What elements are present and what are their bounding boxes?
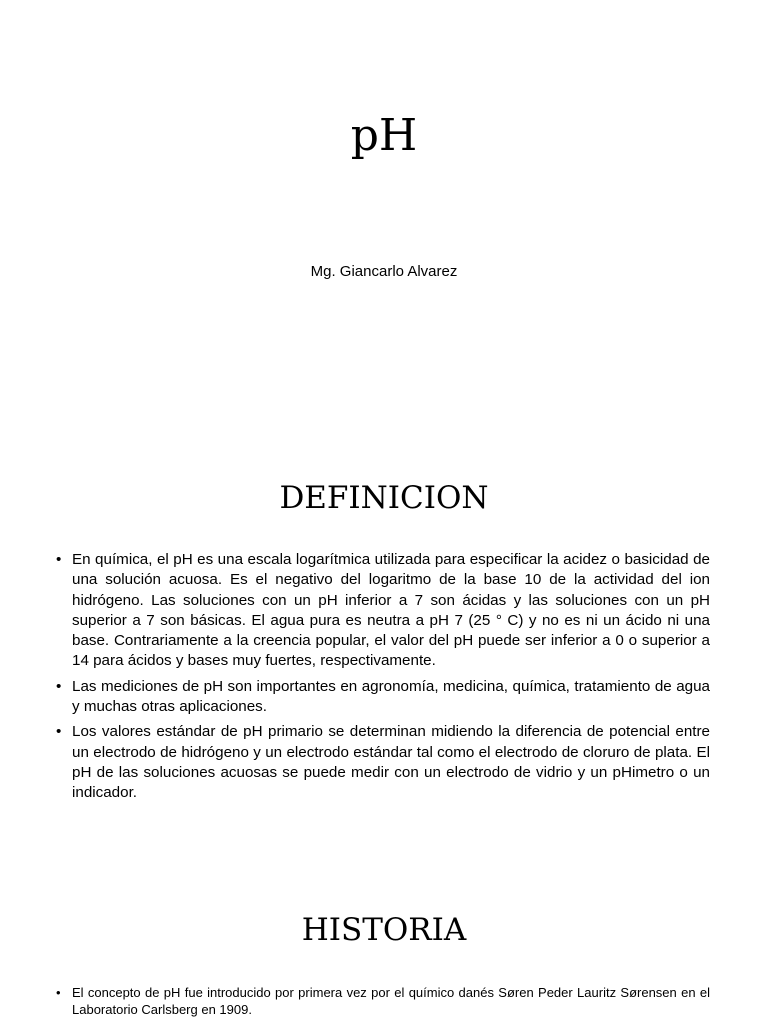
bullet-dot-icon: • <box>56 985 61 1000</box>
definicion-bullet-list <box>56 550 710 809</box>
bullet-text: Los valores estándar de pH primario se determinan midiendo la diferencia de potencial entre un electrodo de hidrógeno y un electrodo estándar tal como el electrodo de cloruro de plata. El pH de las soluciones acuosas se puede medir con un electrodo de vidrio y un pHimetro o un indicador. <box>72 723 710 802</box>
bullet-dot-icon: • <box>56 723 62 741</box>
bullet-item <box>56 984 710 1018</box>
section-title-historia: HISTORIA <box>301 912 467 948</box>
presentation-title: pH <box>350 110 418 161</box>
bullet-item <box>56 550 710 672</box>
bullet-text: Las mediciones de pH son importantes en agronomía, medicina, química, tratamiento de agua y muchas otras aplicaciones. <box>72 677 710 716</box>
bullet-text: El concepto de pH fue introducido por primera vez por el químico danés Søren Peder Lauritz Sørensen en el Laboratorio Carlsberg en 1909. <box>72 985 710 1017</box>
author-name: Mg. Giancarlo Alvarez <box>310 263 458 280</box>
bullet-dot-icon: • <box>56 551 62 568</box>
bullet-item <box>56 722 710 803</box>
bullet-dot-icon: • <box>56 677 62 695</box>
section-title-definicion: DEFINICION <box>279 480 489 516</box>
bullet-item <box>56 677 710 718</box>
bullet-text: En química, el pH es una escala logarítmica utilizada para especificar la acidez o basicidad de una solución acuosa. Es el negativo del logaritmo de la base 10 de la actividad del ion hidrógeno. Las soluciones con un pH inferior a 7 son ácidas y las soluciones con un pH superior a 7 son básicas. El agua pura es neutra a pH 7 (25 ° C) y no es ni un ácido ni una base. Contrariamente a la creencia popular, el valor del pH puede ser inferior a 0 o superior a 14 para ácidos y bases muy fuertes, respectivamente. <box>72 551 710 670</box>
historia-bullet-list <box>56 984 710 1018</box>
